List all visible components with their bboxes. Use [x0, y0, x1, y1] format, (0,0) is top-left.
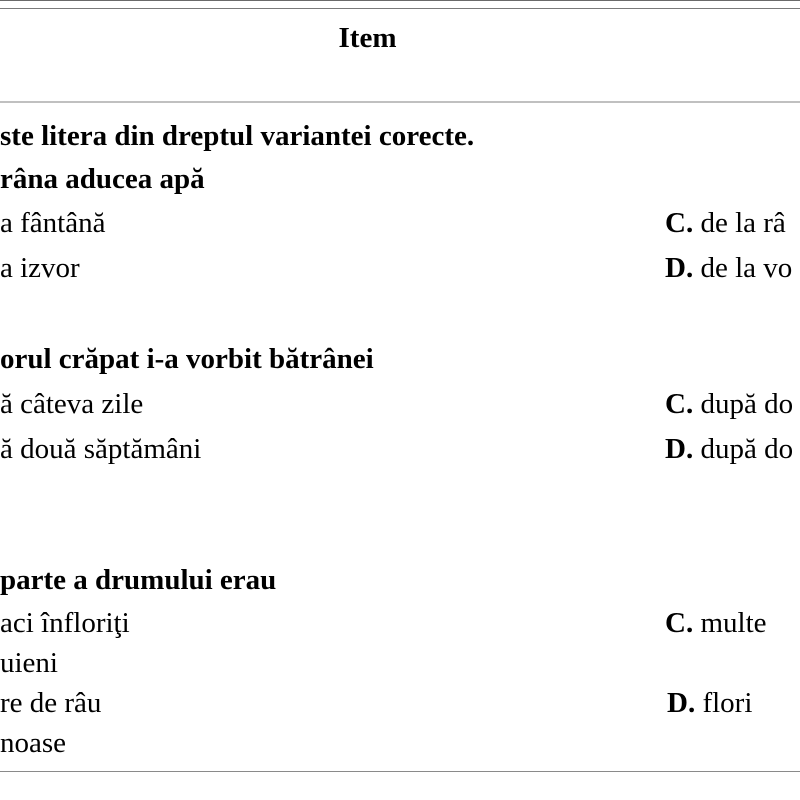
question-2-option-a: ă câteva zile — [0, 388, 144, 420]
question-2-option-c — [665, 387, 793, 421]
header-divider-rule — [0, 101, 800, 103]
question-2-option-d — [665, 432, 793, 466]
question-1-option-b: a izvor — [0, 252, 80, 284]
table-top-rule — [0, 8, 800, 9]
column-header-item: Item — [338, 22, 397, 54]
option-text: multe — [700, 607, 767, 639]
option-letter: C. — [665, 607, 694, 639]
question-1-option-d — [665, 251, 792, 285]
question-1-prompt: râna aducea apă — [0, 163, 205, 195]
option-letter: C. — [665, 388, 694, 420]
option-text: flori — [702, 687, 753, 719]
question-3-option-a-cont: uieni — [0, 647, 58, 679]
option-text: de la râ — [700, 207, 786, 239]
instruction-text: ste litera din dreptul variantei corecte. — [0, 120, 475, 152]
question-3-option-b-cont: noase — [0, 727, 67, 759]
question-2-option-b: ă două săptămâni — [0, 433, 202, 465]
top-border-rule — [0, 0, 800, 1]
question-1-option-c — [665, 206, 786, 240]
option-text: de la vo — [700, 252, 793, 284]
question-3-option-b: re de râu — [0, 687, 102, 719]
option-letter: D. — [665, 252, 694, 284]
option-text: după do — [700, 433, 794, 465]
question-3-option-d — [667, 686, 752, 720]
option-letter: C. — [665, 207, 694, 239]
question-2-prompt: orul crăpat i-a vorbit bătrânei — [0, 343, 374, 375]
question-3-prompt: parte a drumului erau — [0, 564, 277, 596]
question-3-option-a: aci înfloriţi — [0, 607, 130, 639]
question-1-option-a: a fântână — [0, 207, 106, 239]
option-letter: D. — [667, 687, 696, 719]
table-bottom-rule — [0, 771, 800, 772]
option-text: după do — [700, 388, 794, 420]
question-3-option-c — [665, 606, 767, 640]
option-letter: D. — [665, 433, 694, 465]
